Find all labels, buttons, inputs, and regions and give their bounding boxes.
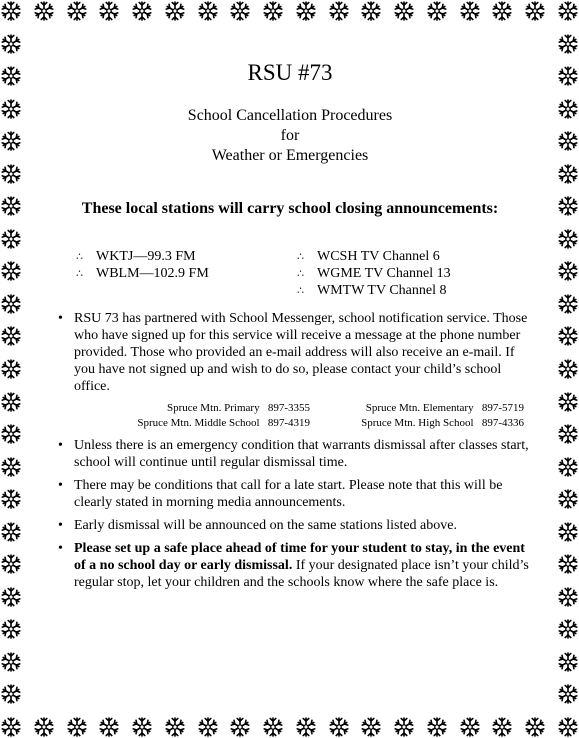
list-item bbox=[44, 437, 536, 471]
snowflake-icon bbox=[229, 716, 251, 738]
phone-number: 897-5719 bbox=[481, 402, 524, 414]
snowflake-icon bbox=[0, 0, 22, 22]
snowflake-icon bbox=[557, 163, 579, 185]
station-item bbox=[297, 282, 451, 299]
snowflake-icon bbox=[557, 716, 579, 738]
snowflake-icon bbox=[66, 716, 88, 738]
bullet-icon: ∴ bbox=[297, 251, 304, 263]
snowflake-icon bbox=[66, 0, 88, 22]
snowflake-icon bbox=[393, 716, 415, 738]
stations-list bbox=[44, 248, 536, 310]
list-item bbox=[44, 517, 536, 534]
snowflake-icon bbox=[557, 0, 579, 22]
snowflake-icon bbox=[557, 98, 579, 120]
snowflake-icon bbox=[557, 456, 579, 478]
snowflake-icon bbox=[33, 0, 55, 22]
snowflake-icon bbox=[557, 325, 579, 347]
bullet-dot-icon: • bbox=[58, 311, 63, 326]
bullet-dot-icon: • bbox=[58, 541, 63, 556]
snowflake-icon bbox=[131, 0, 153, 22]
snowflake-icon bbox=[328, 0, 350, 22]
snowflake-icon bbox=[524, 0, 546, 22]
snowflake-icon bbox=[0, 33, 22, 55]
stations-left-column bbox=[76, 248, 209, 282]
snowflake-icon bbox=[0, 488, 22, 510]
snowflake-icon bbox=[557, 65, 579, 87]
snowflake-icon bbox=[0, 456, 22, 478]
station-name: WBLM—102.9 FM bbox=[96, 266, 209, 281]
bullet-text: Early dismissal will be announced on the same stations listed above. bbox=[74, 518, 457, 533]
snowflake-icon bbox=[0, 716, 22, 738]
snowflake-icon bbox=[557, 228, 579, 250]
bullet-dot-icon: • bbox=[58, 438, 63, 453]
bullet-text: If your designated place isn’t your child’s regular stop, let your children and the schools know where the safe place is. bbox=[74, 558, 529, 590]
phone-entry bbox=[80, 401, 310, 416]
list-item bbox=[44, 540, 536, 591]
station-item bbox=[297, 265, 451, 282]
snowflake-icon bbox=[98, 0, 120, 22]
bullet-icon: ∴ bbox=[76, 268, 83, 280]
station-item bbox=[76, 248, 209, 265]
snowflake-icon bbox=[197, 0, 219, 22]
bullet-icon: ∴ bbox=[297, 268, 304, 280]
snowflake-icon bbox=[557, 423, 579, 445]
subtitle bbox=[44, 106, 536, 166]
phone-number: 897-4336 bbox=[481, 417, 524, 429]
snowflake-icon bbox=[459, 716, 481, 738]
snowflake-icon bbox=[557, 293, 579, 315]
snowflake-icon bbox=[557, 586, 579, 608]
phone-entry bbox=[324, 416, 524, 431]
snowflake-icon bbox=[524, 716, 546, 738]
snowflake-icon bbox=[328, 716, 350, 738]
bullet-dot-icon: • bbox=[58, 518, 63, 533]
snowflake-icon bbox=[360, 0, 382, 22]
snowflake-icon bbox=[557, 130, 579, 152]
snowflake-icon bbox=[0, 423, 22, 445]
snowflake-icon bbox=[557, 358, 579, 380]
snowflake-icon bbox=[426, 716, 448, 738]
snowflake-icon bbox=[557, 618, 579, 640]
snowflake-icon bbox=[0, 195, 22, 217]
snowflake-icon bbox=[0, 130, 22, 152]
bullet-text-bold: Please set up a safe place ahead of time for your student to stay, in the event of a no school day or early dismissal. bbox=[74, 541, 525, 573]
bullet-text: RSU 73 has partnered with School Messenger, school notification service. Those who have signed up for this service will receive a message at the phone number provided. Those who provided an e-mail address will also receive an e-mail. If you have not signed up and wish to do so, please contact your child’s school office. bbox=[74, 311, 528, 394]
snowflake-icon bbox=[557, 488, 579, 510]
document-body bbox=[44, 60, 536, 597]
snowflake-icon bbox=[0, 358, 22, 380]
subtitle-line: for bbox=[280, 127, 300, 144]
snowflake-icon bbox=[0, 98, 22, 120]
school-name: Spruce Mtn. Primary bbox=[167, 402, 260, 414]
snowflake-icon bbox=[164, 716, 186, 738]
snowflake-icon bbox=[295, 716, 317, 738]
station-name: WKTJ—99.3 FM bbox=[96, 249, 196, 264]
stations-right-column bbox=[297, 248, 451, 299]
snowflake-icon bbox=[557, 260, 579, 282]
bullet-dot-icon: • bbox=[58, 478, 63, 493]
snowflake-icon bbox=[393, 0, 415, 22]
snowflake-icon bbox=[295, 0, 317, 22]
station-name: WGME TV Channel 13 bbox=[317, 266, 451, 281]
list-item bbox=[44, 310, 536, 431]
station-item bbox=[76, 265, 209, 282]
procedures-list bbox=[44, 310, 536, 591]
bullet-text: Unless there is an emergency condition that warrants dismissal after classes start, school will continue until regular dismissal time. bbox=[74, 438, 529, 470]
snowflake-icon bbox=[164, 0, 186, 22]
snowflake-icon bbox=[262, 0, 284, 22]
phone-entry bbox=[80, 416, 310, 431]
snowflake-icon bbox=[0, 553, 22, 575]
station-name: WMTW TV Channel 8 bbox=[317, 283, 447, 298]
snowflake-icon bbox=[557, 521, 579, 543]
snowflake-icon bbox=[426, 0, 448, 22]
snowflake-icon bbox=[33, 716, 55, 738]
school-name: Spruce Mtn. Middle School bbox=[137, 417, 260, 429]
list-item bbox=[44, 477, 536, 511]
phone-entry bbox=[324, 401, 524, 416]
phone-directory bbox=[80, 401, 536, 431]
school-name: Spruce Mtn. Elementary bbox=[365, 402, 474, 414]
snowflake-icon bbox=[557, 683, 579, 705]
snowflake-icon bbox=[557, 195, 579, 217]
snowflake-icon bbox=[0, 618, 22, 640]
snowflake-icon bbox=[557, 553, 579, 575]
bullet-text: There may be conditions that call for a late start. Please note that this will be clearly stated in morning media announcements. bbox=[74, 478, 503, 510]
snowflake-icon bbox=[0, 293, 22, 315]
snowflake-icon bbox=[491, 0, 513, 22]
snowflake-icon bbox=[131, 716, 153, 738]
snowflake-icon bbox=[0, 683, 22, 705]
bullet-icon: ∴ bbox=[76, 251, 83, 263]
snowflake-icon bbox=[98, 716, 120, 738]
snowflake-icon bbox=[0, 391, 22, 413]
snowflake-icon bbox=[229, 0, 251, 22]
snowflake-icon bbox=[197, 716, 219, 738]
snowflake-icon bbox=[0, 586, 22, 608]
snowflake-icon bbox=[557, 391, 579, 413]
snowflake-icon bbox=[0, 325, 22, 347]
station-name: WCSH TV Channel 6 bbox=[317, 249, 440, 264]
bullet-icon: ∴ bbox=[297, 285, 304, 297]
page-title: RSU #73 bbox=[247, 60, 333, 85]
snowflake-icon bbox=[360, 716, 382, 738]
snowflake-icon bbox=[459, 0, 481, 22]
phone-number: 897-4319 bbox=[267, 417, 310, 429]
subtitle-line: Weather or Emergencies bbox=[211, 147, 369, 164]
subtitle-line: School Cancellation Procedures bbox=[187, 107, 393, 124]
snowflake-icon bbox=[0, 228, 22, 250]
stations-heading: These local stations will carry school closing announcements: bbox=[81, 200, 499, 217]
snowflake-icon bbox=[0, 163, 22, 185]
snowflake-icon bbox=[262, 716, 284, 738]
snowflake-icon bbox=[0, 521, 22, 543]
snowflake-icon bbox=[557, 651, 579, 673]
snowflake-icon bbox=[557, 33, 579, 55]
snowflake-icon bbox=[0, 651, 22, 673]
phone-number: 897-3355 bbox=[267, 402, 310, 414]
snowflake-icon bbox=[0, 65, 22, 87]
station-item bbox=[297, 248, 451, 265]
snowflake-icon bbox=[0, 260, 22, 282]
school-name: Spruce Mtn. High School bbox=[361, 417, 474, 429]
snowflake-icon bbox=[491, 716, 513, 738]
